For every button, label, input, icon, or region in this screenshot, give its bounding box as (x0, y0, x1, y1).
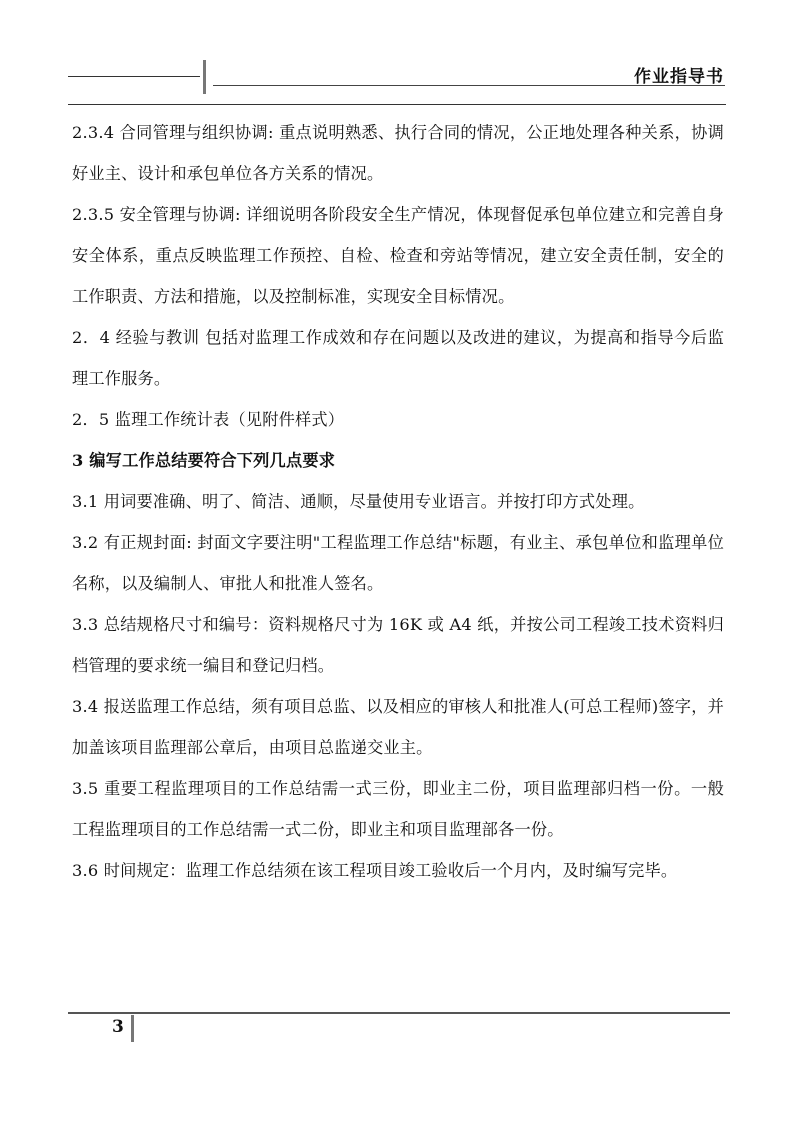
paragraph-2-3-4: 2.3.4 合同管理与组织协调: 重点说明熟悉、执行合同的情况，公正地处理各种关系，协调好业主、设计和承包单位各方关系的情况。 (72, 123, 724, 183)
header-separator (203, 60, 206, 94)
paragraph-3-2: 3.2 有正规封面: 封面文字要注明"工程监理工作总结"标题，有业主、承包单位和监理单位名称，以及编制人、审批人和批准人签名。 (72, 533, 724, 593)
document-type-title: 作业指导书 (634, 67, 724, 87)
header-left-rule (68, 76, 200, 77)
document-body (72, 112, 724, 891)
page-number: 3 (112, 1017, 124, 1037)
paragraph-2-4: 2．4 经验与教训 包括对监理工作成效和存在问题以及改进的建议，为提高和指导今后监理工作服务。 (72, 328, 724, 388)
footer-separator (131, 1015, 134, 1042)
paragraph-2-3-5: 2.3.5 安全管理与协调: 详细说明各阶段安全生产情况，体现督促承包单位建立和完善自身安全体系，重点反映监理工作预控、自检、检查和旁站等情况，建立安全责任制，安全的工作职责、方法和措施，以及控制标准，实现安全目标情况。 (72, 205, 724, 306)
paragraph-3-6: 3.6 时间规定：监理工作总结须在该工程项目竣工验收后一个月内，及时编写完毕。 (72, 861, 678, 880)
paragraph-3-3: 3.3 总结规格尺寸和编号：资料规格尺寸为 16K 或 A4 纸，并按公司工程竣工技术资料归档管理的要求统一编目和登记归档。 (72, 615, 724, 675)
paragraph-2-5: 2．5 监理工作统计表（见附件样式） (72, 410, 345, 429)
section-heading-3: 3 编写工作总结要符合下列几点要求 (72, 451, 336, 470)
paragraph-3-5: 3.5 重要工程监理项目的工作总结需一式三份，即业主二份，项目监理部归档一份。一般工程监理项目的工作总结需一式二份，即业主和项目监理部各一份。 (72, 779, 724, 839)
header-bottom-rule (68, 104, 726, 105)
footer-rule (68, 1012, 730, 1014)
paragraph-3-1: 3.1 用词要准确、明了、简洁、通顺，尽量使用专业语言。并按打印方式处理。 (72, 492, 645, 511)
paragraph-3-4: 3.4 报送监理工作总结，须有项目总监、以及相应的审核人和批准人(可总工程师)签字，并加盖该项目监理部公章后，由项目总监递交业主。 (72, 697, 724, 757)
